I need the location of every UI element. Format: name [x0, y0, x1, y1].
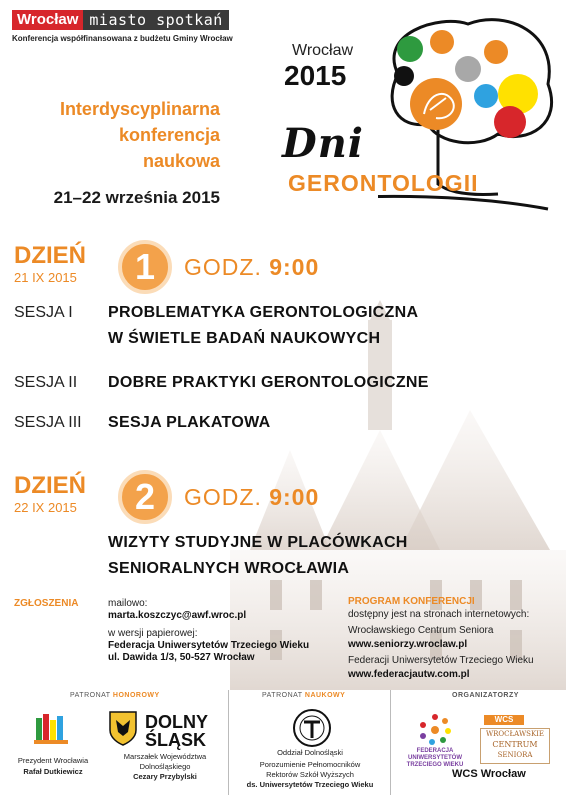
- time-prefix: GODZ.: [184, 254, 262, 280]
- dolny-line: DOLNY: [145, 712, 208, 732]
- agreement-line-3: ds. Uniwersytetów Trzeciego Wieku: [246, 780, 374, 789]
- event-city: Wrocław: [292, 42, 354, 59]
- divider: [390, 690, 391, 795]
- program-intro: dostępny jest na stronach internetowych:: [348, 609, 530, 620]
- marshal-role-1: Marszałek Województwa: [123, 752, 207, 761]
- session-title-line: PROBLEMATYKA GERONTOLOGICZNA: [108, 304, 419, 321]
- day2-label: DZIEŃ: [14, 472, 86, 499]
- dolny-slask-logo: [145, 713, 208, 749]
- day1-badge: 1: [118, 240, 172, 294]
- wcs-logo-line-3: SENIORA: [497, 751, 533, 759]
- session-title-line: W ŚWIETLE BADAŃ NAUKOWYCH: [108, 330, 381, 347]
- wcs-logo-line-1: WROCŁAWSKIE: [485, 730, 545, 738]
- logo-tagline: miasto spotkań: [83, 10, 228, 30]
- conference-title: [10, 96, 220, 174]
- divider: [228, 690, 229, 795]
- session1-label: SESJA I: [14, 304, 73, 321]
- registration-email[interactable]: marta.koszczyc@awf.wroc.pl: [108, 610, 247, 621]
- time-value: 9:00: [269, 484, 320, 510]
- patronage-type: HONOROWY: [112, 692, 160, 699]
- mail-label: mailowo:: [108, 598, 148, 609]
- honorary-patronage-label: [70, 692, 160, 699]
- marshal-name: Cezary Przybylski: [133, 772, 197, 781]
- event-year: 2015: [284, 60, 347, 91]
- registration-label: ZGŁOSZENIA: [14, 598, 79, 609]
- title-line: Interdyscyplinarna: [59, 99, 220, 119]
- patronage-type: NAUKOWY: [304, 692, 346, 699]
- logo-wroclaw: Wrocław: [12, 10, 83, 30]
- registration-org: Federacja Uniwersytetów Trzeciego Wieku: [108, 640, 310, 651]
- day2-title-line: SENIORALNYCH WROCŁAWIA: [108, 560, 350, 577]
- conference-dates: 21–22 września 2015: [53, 188, 220, 207]
- agreement-line-1: Porozumienie Pełnomocników: [259, 760, 361, 769]
- event-gerontologii: GERONTOLOGII: [288, 170, 479, 196]
- day1-label: DZIEŃ: [14, 242, 86, 269]
- site1-name: Wrocławskiego Centrum Seniora: [348, 625, 494, 636]
- day2-badge: 2: [118, 470, 172, 524]
- federation-line-3: TRZECIEGO WIEKU: [406, 762, 464, 768]
- gerontology-society-seal-icon: [292, 708, 332, 748]
- president-role: Prezydent Wrocławia: [17, 756, 89, 765]
- federation-line-1: FEDERACJA: [416, 748, 454, 754]
- day2-time: [184, 484, 319, 511]
- day1-time: [184, 254, 319, 281]
- paper-label: w wersji papierowej:: [108, 628, 198, 639]
- marshal-role-2: Dolnośląskiego: [139, 762, 191, 771]
- wroclaw-city-logo: [12, 10, 229, 30]
- patronage-word: PATRONAT: [70, 692, 111, 699]
- wroclaw-colorful-logo-icon: [34, 712, 68, 746]
- branch-name: Oddział Dolnośląski: [277, 748, 343, 757]
- title-line: konferencja: [118, 125, 220, 145]
- session3-label: SESJA III: [14, 414, 82, 431]
- site2-name: Federacji Uniwersytetów Trzeciego Wieku: [348, 655, 534, 666]
- title-line: naukowa: [142, 151, 220, 171]
- organizers-word: ORGANIZATORZY: [452, 692, 519, 699]
- session2-title: [108, 370, 429, 396]
- session1-title: [108, 300, 418, 352]
- organizers-label: [452, 692, 519, 699]
- site1-url[interactable]: www.seniorzy.wroclaw.pl: [348, 639, 468, 650]
- site2-url[interactable]: www.federacjautw.com.pl: [348, 669, 470, 680]
- day2-date: 22 IX 2015: [14, 500, 77, 515]
- time-prefix: GODZ.: [184, 484, 262, 510]
- program-title: PROGRAM KONFERENCJI: [348, 596, 475, 607]
- time-value: 9:00: [269, 254, 320, 280]
- wcs-logo-box: [480, 728, 550, 764]
- wcs-wroclaw-label: WCS Wrocław: [452, 768, 526, 780]
- agreement-line-2: Rektorów Szkół Wyższych: [266, 770, 354, 779]
- federation-line-2: UNIWERSYTETÓW: [408, 755, 462, 761]
- session-title-line: DOBRE PRAKTYKI GERONTOLOGICZNE: [108, 374, 429, 391]
- day2-title: [108, 530, 408, 582]
- lower-silesia-coat-of-arms-icon: [108, 710, 138, 746]
- day1-date: 21 IX 2015: [14, 270, 77, 285]
- cofinance-note: Konferencja współfinansowana z budżetu Gminy Wrocław: [12, 34, 233, 43]
- wcs-badge: WCS: [484, 715, 524, 725]
- day2-title-line: WIZYTY STUDYJNE W PLACÓWKACH: [108, 534, 408, 551]
- dolny-line: ŚLĄSK: [145, 730, 207, 750]
- federation-dots-logo-icon: [418, 712, 452, 746]
- registration-address: ul. Dawida 1/3, 50-527 Wrocław: [108, 652, 255, 663]
- session3-title: [108, 410, 270, 436]
- wcs-logo-line-2: CENTRUM: [492, 740, 538, 749]
- event-dni: Dni: [282, 120, 364, 167]
- session2-label: SESJA II: [14, 374, 78, 391]
- session-title-line: SESJA PLAKATOWA: [108, 414, 271, 431]
- scientific-patronage-label: [262, 692, 345, 699]
- patronage-word: PATRONAT: [262, 692, 303, 699]
- president-name: Rafał Dutkiewicz: [23, 767, 83, 776]
